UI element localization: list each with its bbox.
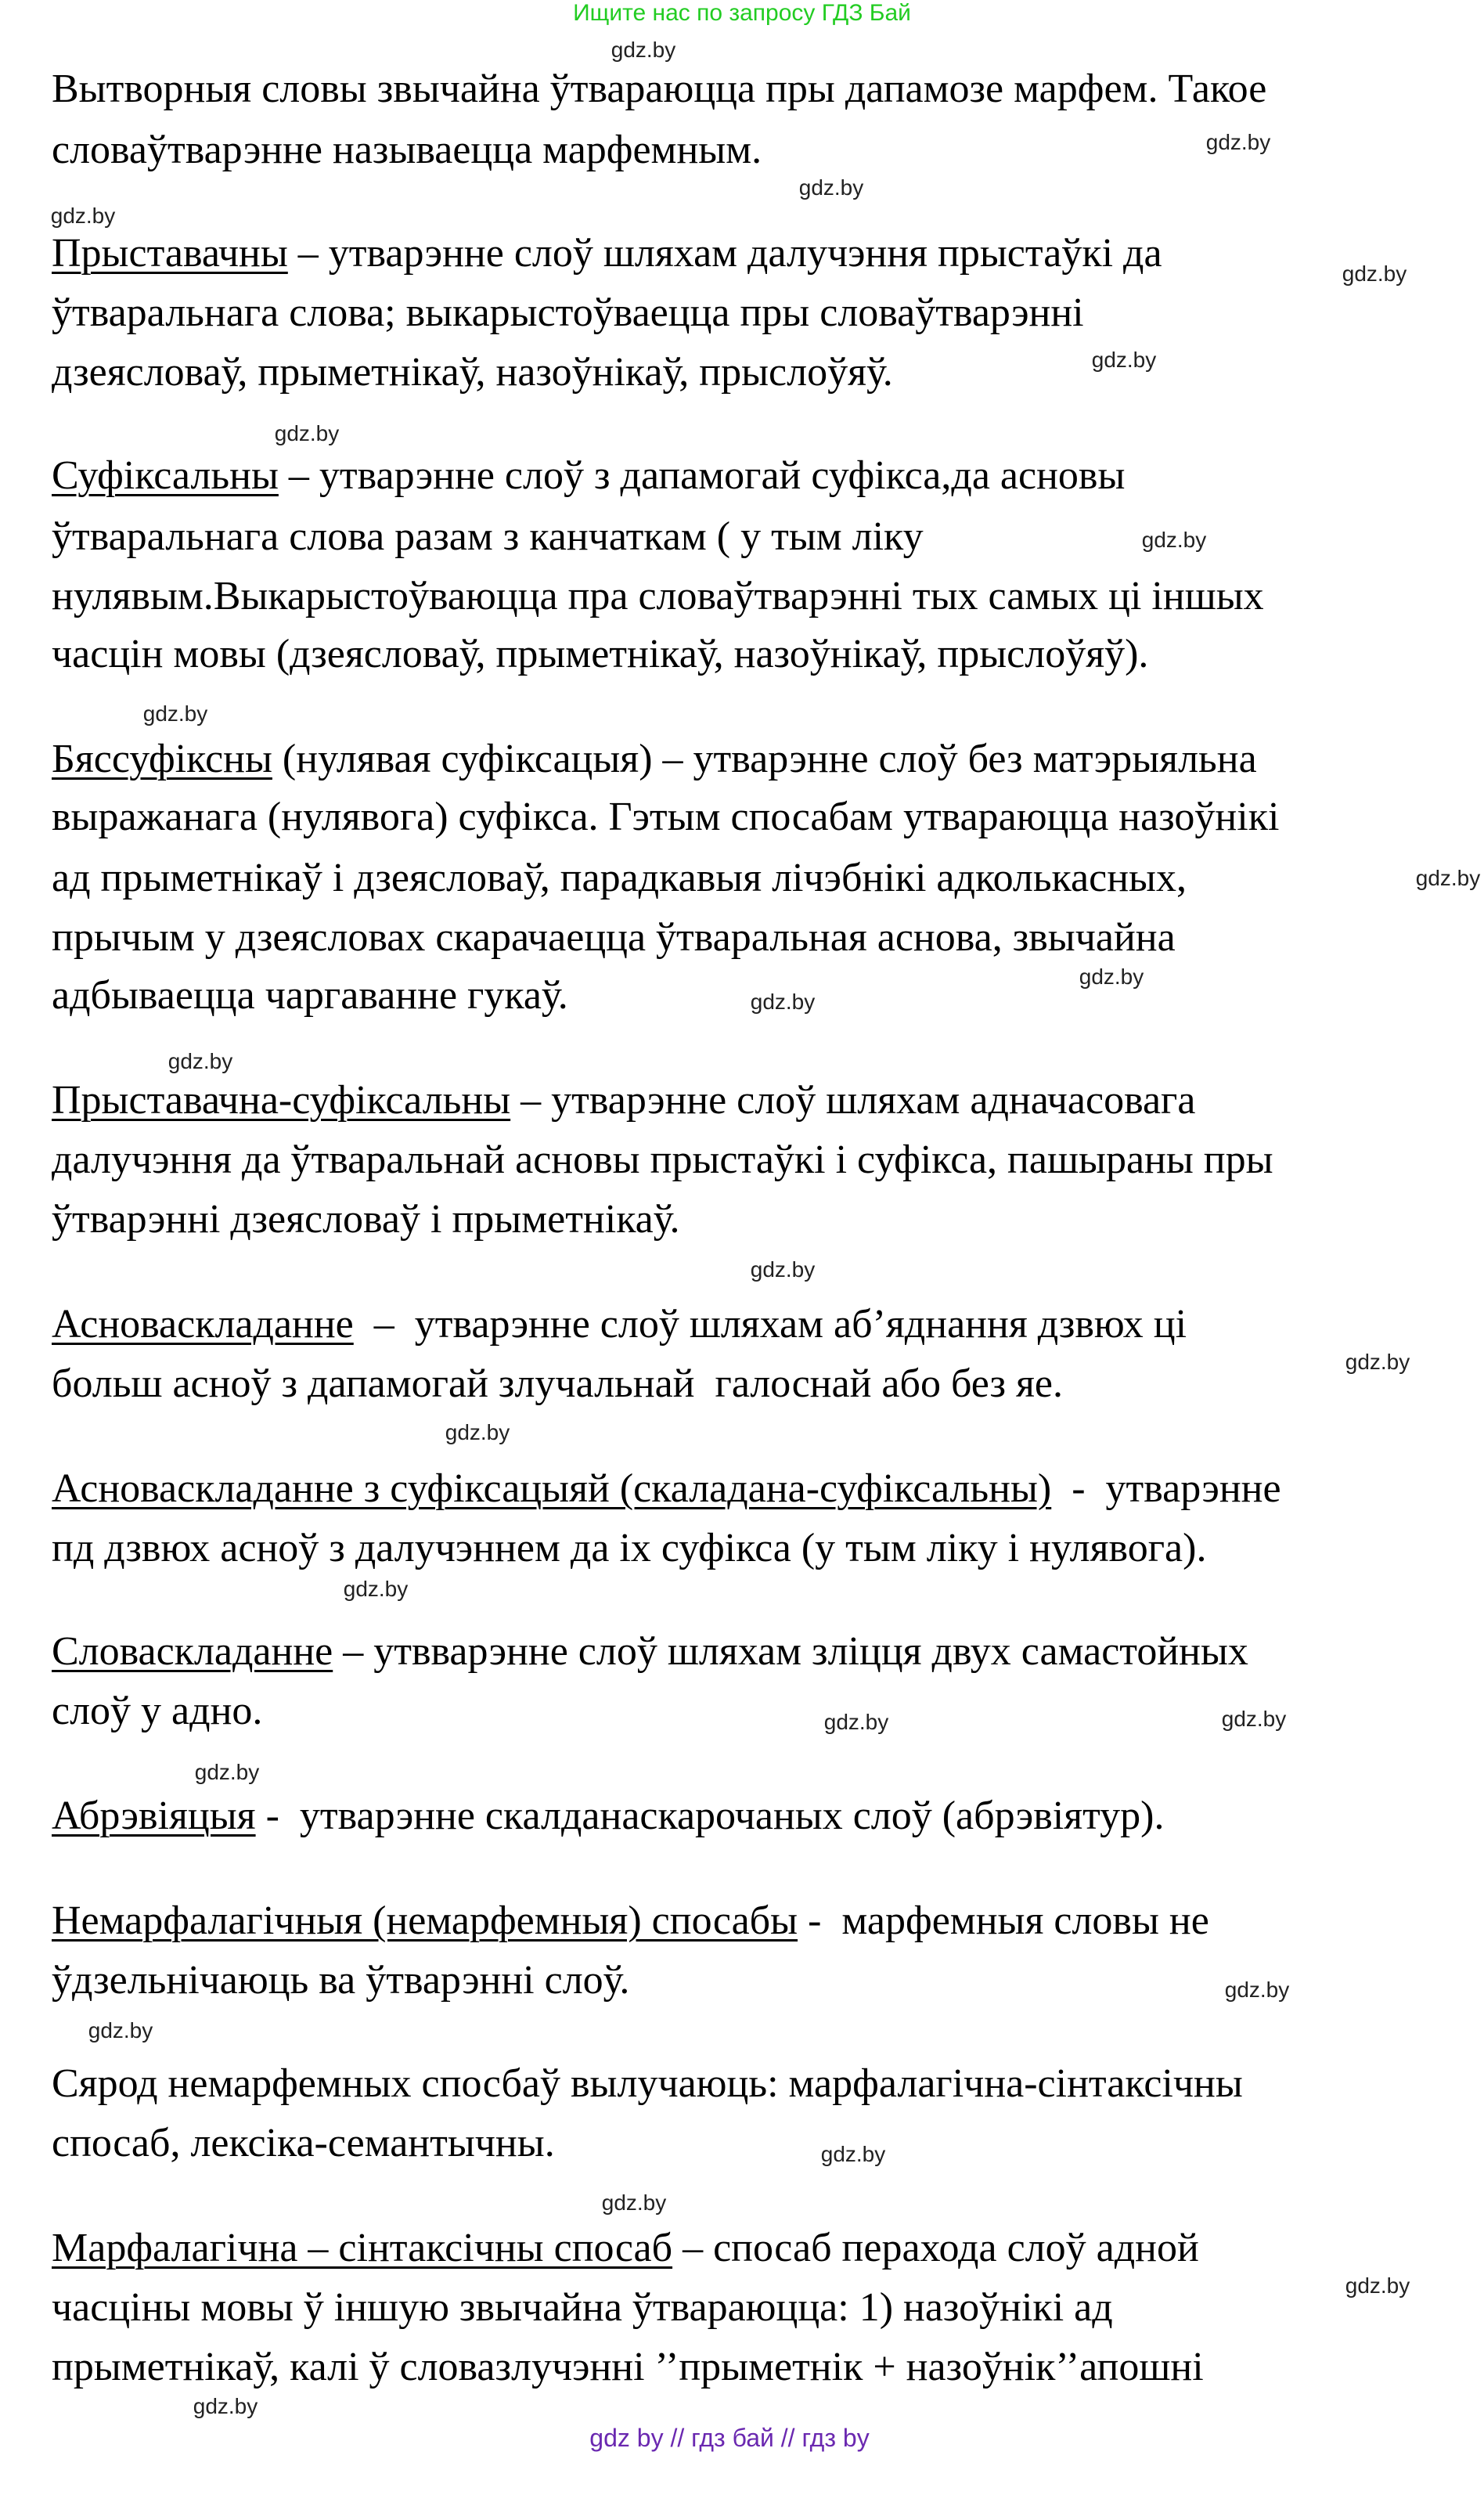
line-text: Вытворныя словы звычайна ўтвараюцца пры дапамозе марфем. Такое: [52, 67, 1267, 111]
watermark-text: gdz.by: [1415, 866, 1481, 890]
watermark-text: gdz.by: [1141, 528, 1207, 552]
line-text: ўтварэнні дзеясловаў і прыметнікаў.: [52, 1197, 680, 1242]
text-line: [52, 1525, 1206, 1572]
text-line: [52, 914, 1176, 961]
text-line: [52, 1196, 680, 1243]
watermark-text: gdz.by: [445, 1420, 510, 1444]
watermark-text: gdz.by: [1205, 130, 1271, 154]
line-text: часціны мовы ў іншую звычайна ўтвараюцца: 1) назоўнікі ад: [52, 2285, 1113, 2330]
text-line: [52, 2120, 555, 2167]
text-line: [52, 1137, 1273, 1184]
text-line: [52, 290, 1084, 337]
watermark-text: gdz.by: [1345, 1350, 1410, 1374]
watermark-text: gdz.by: [750, 990, 816, 1014]
text-line: [52, 855, 1187, 902]
text-line: [52, 514, 924, 561]
watermark-text: gdz.by: [274, 421, 340, 445]
line-text: часцін мовы (дзеясловаў, прыметнікаў, назоўнікаў, прыслоўяў).: [52, 632, 1149, 676]
line-text: - утварэнне: [1051, 1466, 1281, 1511]
line-text: ўтваральнага слова; выкарыстоўваецца пры словаўтварэнні: [52, 290, 1084, 335]
text-line: [52, 736, 1257, 783]
watermark-text: gdz.by: [343, 1577, 409, 1601]
line-text: - утварэнне скалданаскарочаных слоў (абрэвіятур).: [255, 1794, 1165, 1838]
text-line: [52, 1957, 629, 2004]
line-text: прыметнікаў, калі ў словазлучэнні ’’прыметнік + назоўнік’’апошні: [52, 2345, 1204, 2389]
line-text: (нулявая суфіксацыя) – утварэнне слоў без матэрыяльна: [272, 737, 1257, 781]
term-heading: Марфалагічна – сінтаксічны спосаб: [52, 2226, 673, 2270]
text-line: [52, 2225, 1199, 2272]
line-text: - марфемныя словы не: [798, 1898, 1209, 1943]
watermark-text: gdz.by: [820, 2142, 886, 2166]
text-line: [52, 1077, 1195, 1124]
line-text: Сярод немарфемных спосбаў вылучаюць: марфалагічна-сінтаксічны: [52, 2061, 1243, 2106]
term-heading: Бяссуфіксны: [52, 737, 272, 781]
line-text: пд дзвюх асноў з далучэннем да іх суфікса (у тым ліку і нулявога).: [52, 1526, 1207, 1570]
watermark-text: gdz.by: [1221, 1707, 1287, 1731]
watermark-text: gdz.by: [1079, 964, 1144, 989]
text-line: [52, 230, 1162, 277]
text-line: [52, 1466, 1281, 1513]
line-text: прычым у дзеясловах скарачаецца ўтваральная аснова, звычайна: [52, 915, 1176, 960]
line-text: – утварэнне слоў шляхам аб’яднання дзвюх ці: [353, 1302, 1187, 1347]
line-text: ўтваральнага слова разам з канчаткам ( у тым ліку: [52, 514, 924, 559]
text-line: [52, 2284, 1113, 2331]
line-text: больш асноў з дапамогай злучальнай галоснай або без яе.: [52, 1361, 1063, 1406]
text-line: [52, 2061, 1243, 2107]
text-line: [52, 2344, 1204, 2391]
watermark-text: gdz.by: [193, 2394, 258, 2418]
watermark-text: gdz.by: [1091, 348, 1157, 372]
text-line: [52, 452, 1125, 499]
line-text: – спосаб перахода слоў адной: [672, 2226, 1199, 2270]
line-text: ўдзельнічаюць ва ўтварэнні слоў.: [52, 1958, 630, 2003]
term-heading: Прыставачны: [52, 231, 288, 276]
line-text: – утварэнне слоў шляхам далучэння прыстаўкі да: [287, 231, 1162, 276]
text-line: [52, 972, 568, 1019]
line-text: слоў у адно.: [52, 1689, 263, 1733]
watermark-text: gdz.by: [142, 701, 208, 726]
line-text: далучэння да ўтваральнай асновы прыстаўкі і суфікса, пашыраны пры: [52, 1138, 1273, 1182]
watermark-text: gdz.by: [601, 2190, 667, 2215]
line-text: спосаб, лексіка-семантычны.: [52, 2121, 555, 2165]
text-line: [52, 573, 1264, 620]
term-heading: Асноваскладанне з суфіксацыяй (скаладана-суфіксальны): [52, 1466, 1052, 1511]
text-line: [52, 1628, 1248, 1675]
watermark-text: gdz.by: [50, 204, 116, 228]
watermark-text: gdz.by: [823, 1710, 889, 1734]
watermark-text: gdz.by: [194, 1760, 260, 1784]
watermark-text: gdz.by: [798, 175, 864, 200]
watermark-text: gdz.by: [1345, 2273, 1410, 2298]
search-hint-banner[interactable]: Ищите нас по запросу ГДЗ Бай: [573, 0, 911, 26]
line-text: дзеясловаў, прыметнікаў, назоўнікаў, прыслоўяў.: [52, 350, 893, 395]
text-line: [52, 631, 1148, 678]
watermark-text: gdz.by: [1224, 1978, 1290, 2002]
line-text: адбываецца чаргаванне гукаў.: [52, 973, 568, 1018]
watermark-text: gdz.by: [750, 1257, 816, 1282]
term-heading: Словаскладанне: [52, 1629, 333, 1674]
term-heading: Прыставачна-суфіксальны: [52, 1078, 511, 1123]
text-line: [52, 127, 762, 174]
text-line: [52, 1301, 1187, 1348]
text-line: [52, 66, 1266, 113]
watermark-text: gdz.by: [88, 2018, 153, 2043]
footer-links[interactable]: gdz by // гдз бай // гдз by: [589, 2424, 870, 2452]
text-line: [52, 1361, 1063, 1408]
term-heading: Абрэвіяцыя: [52, 1794, 256, 1838]
watermark-text: gdz.by: [1342, 261, 1407, 286]
line-text: нулявым.Выкарыстоўваюцца пра словаўтварэнні тых самых ці іншых: [52, 574, 1264, 618]
term-heading: Асноваскладанне: [52, 1302, 354, 1347]
text-line: [52, 1688, 262, 1735]
line-text: словаўтварэнне называецца марфемным.: [52, 128, 762, 172]
line-text: ад прыметнікаў і дзеясловаў, парадкавыя лічэбнікі адколькасных,: [52, 856, 1187, 900]
watermark-text: gdz.by: [167, 1049, 233, 1073]
term-heading: Суфіксальны: [52, 453, 279, 498]
text-line: [52, 1793, 1164, 1840]
line-text: – утвварэнне слоў шляхам зліцця двух самастойных: [333, 1629, 1248, 1674]
text-line: [52, 349, 893, 396]
line-text: – утварэнне слоў шляхам адначасовага: [510, 1078, 1196, 1123]
term-heading: Немарфалагічныя (немарфемныя) спосабы: [52, 1898, 798, 1943]
line-text: – утварэнне слоў з дапамогай суфікса,да асновы: [278, 453, 1126, 498]
line-text: выражанага (нулявога) суфікса. Гэтым спосабам утвараюцца назоўнікі: [52, 795, 1280, 839]
text-line: [52, 794, 1279, 841]
watermark-text: gdz.by: [611, 38, 676, 62]
text-line: [52, 1898, 1209, 1945]
